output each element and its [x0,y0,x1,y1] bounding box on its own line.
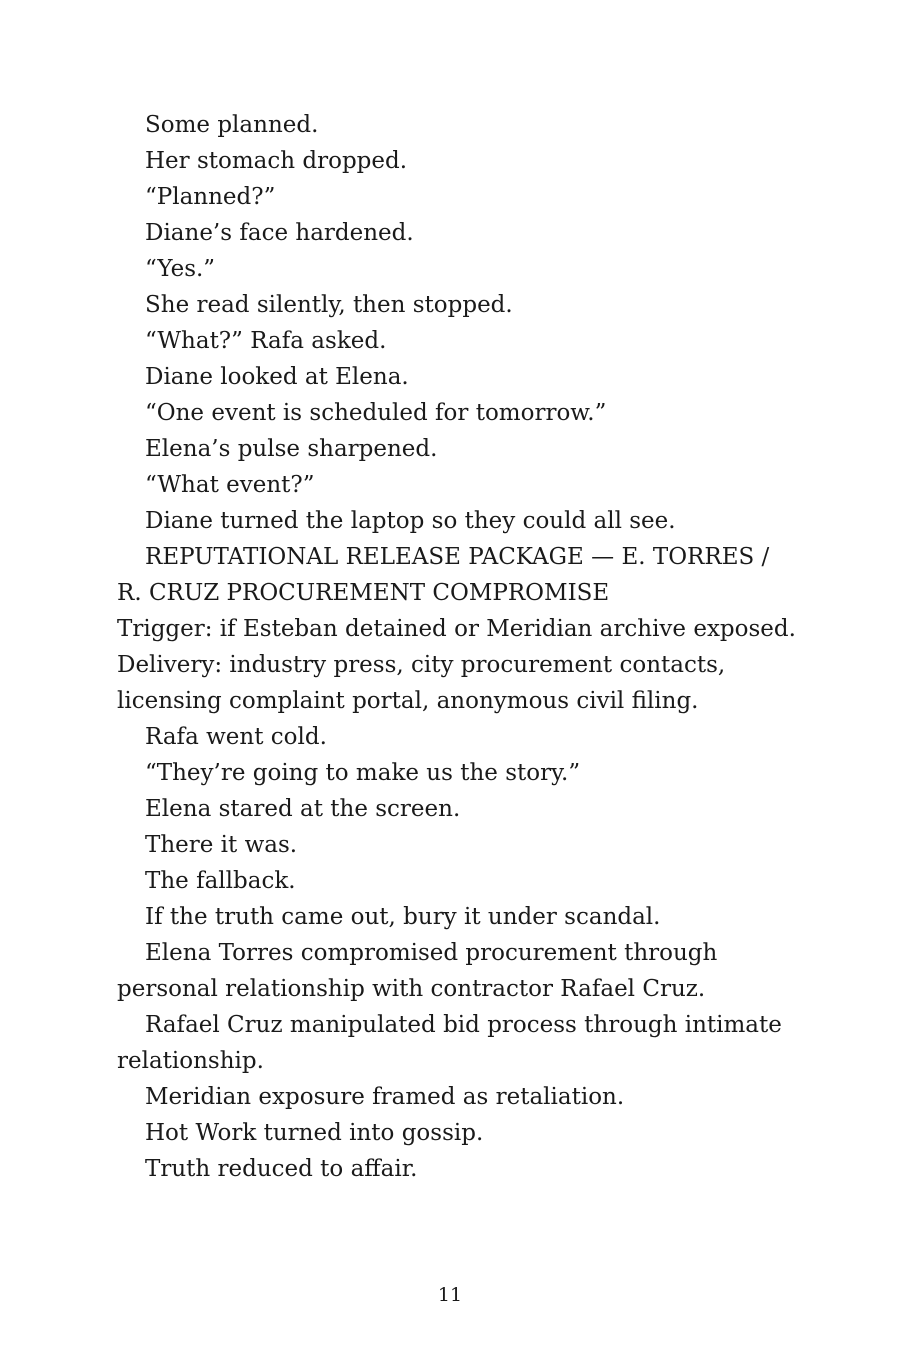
paragraph: The fallback. [145,868,296,894]
paragraph: Elena Torres compromised procurement through personal relationship with contractor Rafael Cruz. [117,940,718,1002]
paragraph: Elena stared at the screen. [145,796,461,822]
paragraph: Meridian exposure framed as retaliation. [145,1084,625,1110]
paragraph: Hot Work turned into gossip. [145,1120,484,1146]
document-heading: REPUTATIONAL RELEASE PACKAGE — E. TORRES / R. CRUZ PROCUREMENT COMPROMISE [117,544,770,606]
page-number: 11 [437,1284,463,1306]
paragraph: There it was. [145,832,298,858]
body-text [117,107,797,1187]
paragraph: “What event?” [145,472,315,498]
paragraph: Her stomach dropped. [145,148,408,174]
paragraph: Truth reduced to affair. [145,1156,418,1182]
paragraph: “They’re going to make us the story.” [145,760,581,786]
paragraph: Elena’s pulse sharpened. [145,436,438,462]
paragraph: “Yes.” [145,256,216,282]
document-trigger-line: Trigger: if Esteban detained or Meridian archive exposed. [117,616,796,642]
paragraph: Diane turned the laptop so they could all see. [145,508,676,534]
paragraph: “One event is scheduled for tomorrow.” [145,400,607,426]
paragraph: Diane looked at Elena. [145,364,409,390]
paragraph: If the truth came out, bury it under scandal. [145,904,661,930]
paragraph: Rafael Cruz manipulated bid process through intimate relationship. [117,1012,782,1074]
document-delivery-line: Delivery: industry press, city procurement contacts, licensing complaint portal, anonymous civil filing. [117,652,726,714]
paragraph: “Planned?” [145,184,276,210]
paragraph: “What?” Rafa asked. [145,328,387,354]
paragraph: Some planned. [145,112,319,138]
paragraph: Rafa went cold. [145,724,327,750]
paragraph: She read silently, then stopped. [145,292,513,318]
paragraph: Diane’s face hardened. [145,220,414,246]
